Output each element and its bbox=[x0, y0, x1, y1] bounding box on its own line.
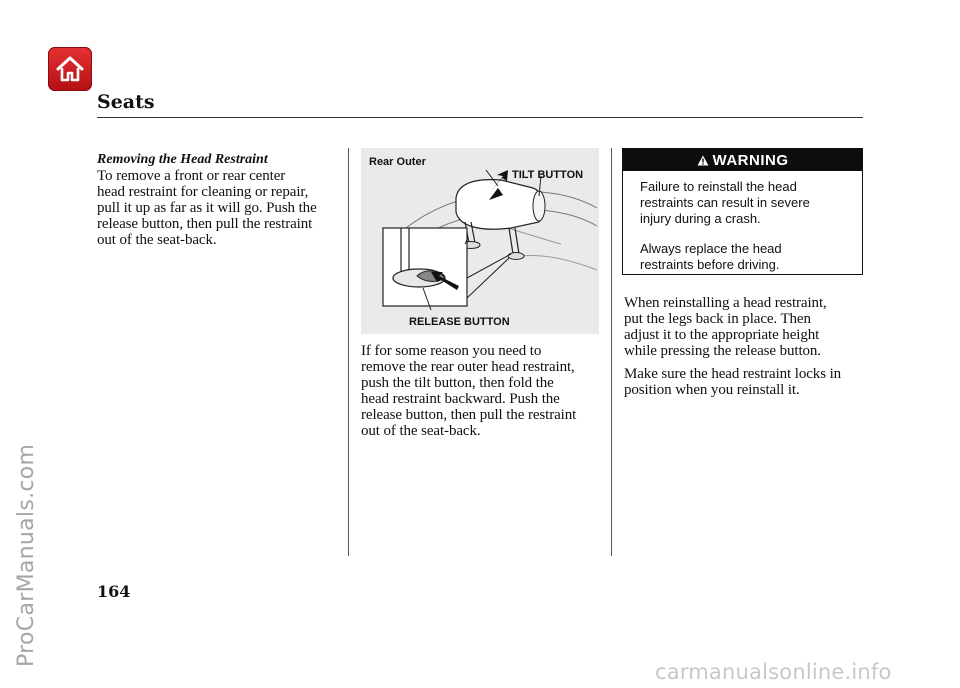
warning-header bbox=[623, 149, 862, 171]
middle-paragraph-line: out of the seat-back. bbox=[361, 423, 481, 439]
warning-line: restraints can result in severe bbox=[640, 195, 810, 210]
right-paragraph-line: position when you reinstall it. bbox=[624, 382, 800, 398]
middle-paragraph-line: push the tilt button, then fold the bbox=[361, 375, 554, 391]
warning-triangle-icon bbox=[697, 155, 709, 166]
home-icon bbox=[54, 53, 86, 85]
middle-paragraph-line: If for some reason you need to bbox=[361, 343, 542, 359]
section-title[interactable]: Seats bbox=[97, 91, 155, 113]
right-paragraph-line: Make sure the head restraint locks in bbox=[624, 366, 842, 382]
warning-line: Always replace the head bbox=[640, 241, 782, 256]
head-restraint-figure bbox=[361, 148, 599, 334]
right-paragraph-line: while pressing the release button. bbox=[624, 343, 821, 359]
tilt-button-label: TILT BUTTON bbox=[512, 169, 584, 181]
bottom-watermark: carmanualsonline.info bbox=[655, 660, 892, 684]
home-button[interactable] bbox=[48, 47, 92, 91]
column-divider bbox=[348, 148, 349, 556]
warning-line: Failure to reinstall the head bbox=[640, 179, 797, 194]
subheading: Removing the Head Restraint bbox=[97, 152, 268, 167]
left-paragraph-line: pull it up as far as it will go. Push the bbox=[97, 200, 317, 216]
header-rule bbox=[97, 117, 863, 118]
release-button-label: RELEASE BUTTON bbox=[409, 316, 510, 328]
left-paragraph-line: release button, then pull the restraint bbox=[97, 216, 313, 232]
middle-paragraph-line: head restraint backward. Push the bbox=[361, 391, 560, 407]
warning-line: injury during a crash. bbox=[640, 211, 761, 226]
warning-box bbox=[622, 148, 863, 275]
middle-paragraph-line: release button, then pull the restraint bbox=[361, 407, 577, 423]
page-number: 164 bbox=[97, 582, 131, 601]
right-paragraph-line: adjust it to the appropriate height bbox=[624, 327, 820, 343]
warning-title: WARNING bbox=[712, 151, 789, 169]
left-paragraph-line: To remove a front or rear center bbox=[97, 168, 286, 184]
column-divider bbox=[611, 148, 612, 556]
side-watermark: ProCarManuals.com bbox=[14, 443, 39, 667]
left-paragraph-line: out of the seat-back. bbox=[97, 232, 217, 248]
left-paragraph-line: head restraint for cleaning or repair, bbox=[97, 184, 309, 200]
right-paragraph-line: When reinstalling a head restraint, bbox=[624, 295, 827, 311]
figure-title: Rear Outer bbox=[369, 156, 426, 168]
right-paragraph-line: put the legs back in place. Then bbox=[624, 311, 811, 327]
warning-line: restraints before driving. bbox=[640, 257, 780, 272]
middle-paragraph-line: remove the rear outer head restraint, bbox=[361, 359, 575, 375]
